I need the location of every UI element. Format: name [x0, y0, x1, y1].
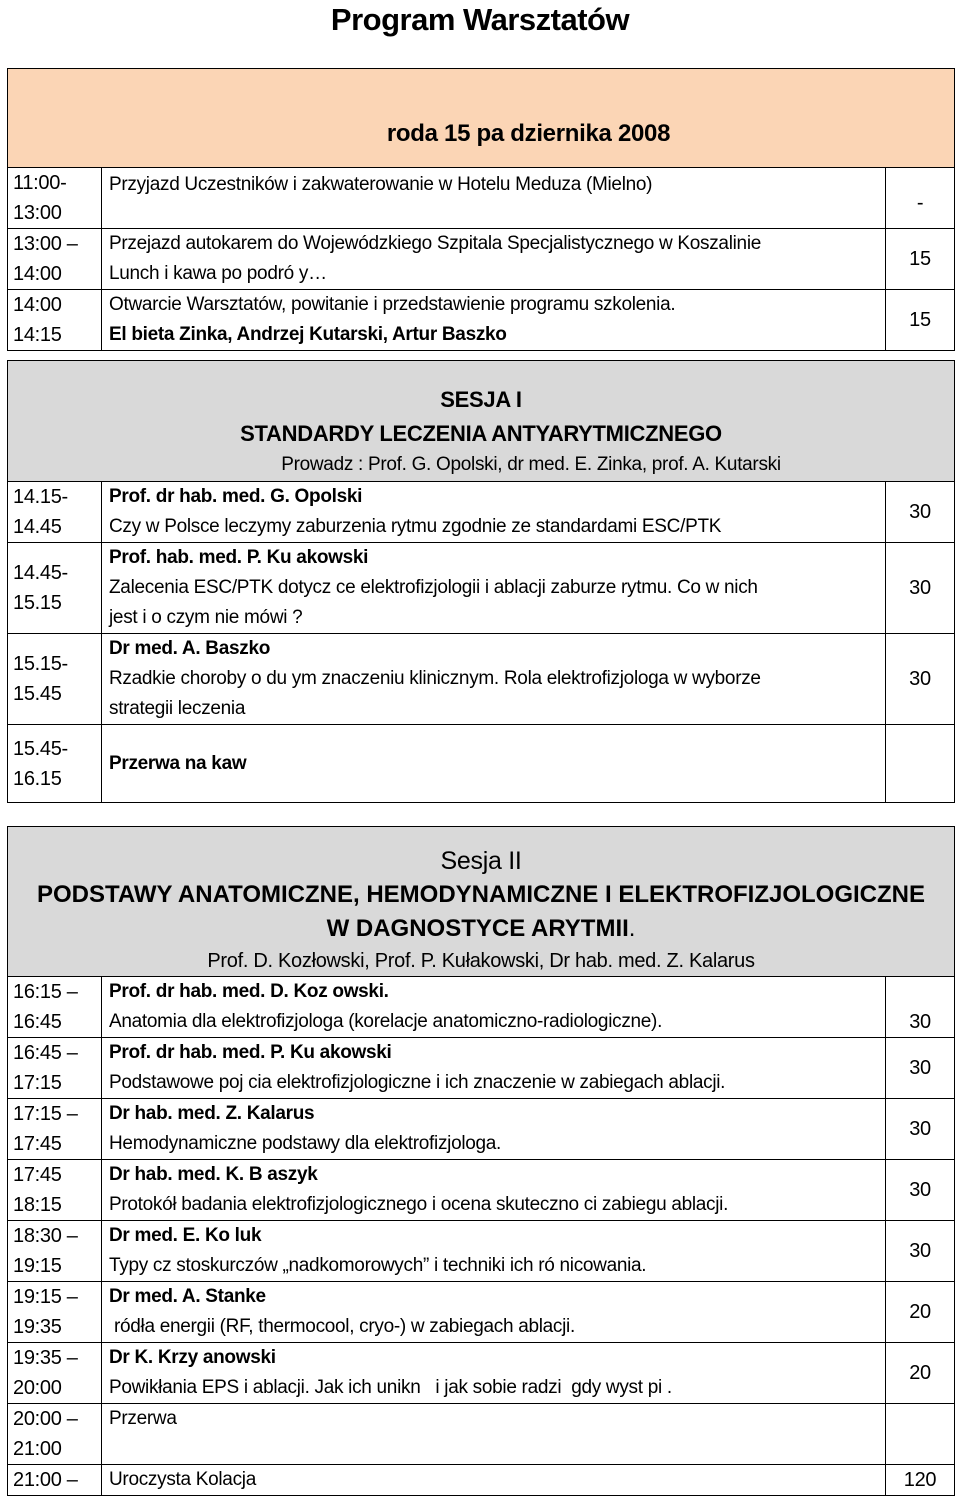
time-start: 20:00 – — [13, 1408, 78, 1430]
schedule-row — [8, 229, 955, 290]
description-cell — [102, 543, 886, 634]
time-cell — [8, 1465, 102, 1496]
description-cell — [102, 977, 886, 1038]
time-cell — [8, 1282, 102, 1343]
time-start: 13:00 – — [13, 233, 78, 255]
speaker-name: Dr med. A. Baszko — [109, 638, 271, 659]
time-end: 15.45 — [13, 683, 62, 705]
schedule-row — [8, 1404, 955, 1465]
talk-title: Protokół badania elektrofizjologicznego i ocena skuteczno ci zabiegu ablacji. — [109, 1194, 729, 1215]
time-cell — [8, 1038, 102, 1099]
day-header — [8, 69, 955, 168]
talk-title: Powikłania EPS i ablacji. Jak ich unikn i jak sobie radzi gdy wyst pi . — [109, 1377, 672, 1398]
time-start: 15.45- — [13, 737, 68, 760]
description-cell — [102, 168, 886, 229]
schedule-row — [8, 290, 955, 351]
session-1-header — [8, 361, 955, 482]
speaker-name: Dr K. Krzy anowski — [109, 1347, 276, 1368]
talk-title: Czy w Polsce leczymy zaburzenia rytmu zgodnie ze standardami ESC/PTK — [109, 516, 722, 537]
description-line: Lunch i kawa po podró y… — [109, 263, 327, 284]
description-cell — [102, 634, 886, 725]
talk-title: Anatomia dla elektrofizjologa (korelacje anatomiczno-radiologiczne). — [109, 1011, 663, 1032]
time-end: 17:15 — [13, 1072, 62, 1094]
schedule-table-session-2 — [7, 826, 955, 1496]
time-cell — [8, 1160, 102, 1221]
time-start: 14.15- — [13, 486, 68, 508]
description-cell — [102, 1099, 886, 1160]
talk-title: strategii leczenia — [109, 698, 246, 719]
time-cell — [8, 725, 102, 803]
time-end: 17:45 — [13, 1133, 62, 1155]
time-cell — [8, 1404, 102, 1465]
duration-cell: 15 — [886, 290, 955, 351]
time-end: 19:35 — [13, 1316, 62, 1338]
schedule-table-session-1 — [7, 360, 955, 803]
time-cell — [8, 290, 102, 351]
speaker-name: Dr med. A. Stanke — [109, 1286, 266, 1307]
duration-cell — [886, 1404, 955, 1465]
event-label: Uroczysta Kolacja — [109, 1469, 256, 1490]
time-start: 14:00 — [13, 294, 62, 316]
description-cell — [102, 1404, 886, 1465]
session-1-heading: SESJA I — [440, 387, 522, 412]
duration-cell: 30 — [886, 482, 955, 543]
duration-cell: 120 — [886, 1465, 955, 1496]
description-cell — [102, 1343, 886, 1404]
session-2-header — [8, 827, 955, 977]
time-end: 19:15 — [13, 1255, 62, 1277]
speaker-name: Prof. dr hab. med. G. Opolski — [109, 486, 363, 507]
schedule-row — [8, 1343, 955, 1404]
time-end: 18:15 — [13, 1194, 62, 1216]
time-end: 20:00 — [13, 1377, 62, 1399]
description-cell — [102, 1221, 886, 1282]
talk-title: ródła energii (RF, thermocool, cryo-) w zabiegach ablacji. — [109, 1316, 575, 1337]
time-start: 18:30 – — [13, 1225, 78, 1247]
speaker-name: Dr med. E. Ko luk — [109, 1225, 262, 1246]
schedule-row — [8, 1099, 955, 1160]
speaker-name: Prof. dr hab. med. P. Ku akowski — [109, 1042, 392, 1063]
description-cell — [102, 290, 886, 351]
description-cell — [102, 1465, 886, 1496]
time-end: 14:00 — [13, 263, 62, 285]
session-1-chairs: Prowadz : Prof. G. Opolski, dr med. E. Zinka, prof. A. Kutarski — [281, 454, 781, 475]
talk-title: Rzadkie choroby o du ym znaczeniu klinicznym. Rola elektrofizjologa w wyborze — [109, 668, 761, 689]
time-cell — [8, 543, 102, 634]
schedule-row — [8, 725, 955, 803]
description-cell — [102, 482, 886, 543]
time-end: 14:15 — [13, 324, 62, 346]
talk-title: Podstawowe poj cia elektrofizjologiczne i ich znaczenie w zabiegach ablacji. — [109, 1072, 726, 1093]
description-line: Przejazd autokarem do Wojewódzkiego Szpitala Specjalistycznego w Koszalinie — [109, 233, 762, 254]
time-cell — [8, 482, 102, 543]
session-2-topic-line-2 — [8, 912, 954, 946]
session-2-topic-text: W DAGNOSTYCE ARYTMII — [326, 915, 629, 942]
talk-title: Typy cz stoskurczów „nadkomorowych” i techniki ich ró nicowania. — [109, 1255, 647, 1276]
time-start: 14.45- — [13, 562, 68, 584]
duration-cell: 20 — [886, 1282, 955, 1343]
time-start: 19:15 – — [13, 1286, 78, 1308]
time-end: 16.15 — [13, 767, 62, 790]
time-end: 15.15 — [13, 592, 62, 614]
schedule-row — [8, 1038, 955, 1099]
time-cell — [8, 1221, 102, 1282]
description-cell — [102, 1282, 886, 1343]
description-cell — [102, 229, 886, 290]
description-cell — [102, 1038, 886, 1099]
schedule-row — [8, 482, 955, 543]
time-end: 14.45 — [13, 516, 62, 538]
talk-title: Hemodynamiczne podstawy dla elektrofizjologa. — [109, 1133, 502, 1154]
duration-cell: 15 — [886, 229, 955, 290]
schedule-row — [8, 634, 955, 725]
talk-title: Zalecenia ESC/PTK dotycz ce elektrofizjologii i ablacji zaburze rytmu. Co w nich — [109, 577, 758, 598]
duration-cell: 30 — [886, 1038, 955, 1099]
description-cell — [102, 1160, 886, 1221]
talk-title: jest i o czym nie mówi ? — [109, 607, 303, 628]
time-cell — [8, 634, 102, 725]
break-label: Przerwa na kaw — [109, 752, 247, 774]
session-2-chairs: Prof. D. Kozłowski, Prof. P. Kułakowski, Dr hab. med. Z. Kalarus — [207, 950, 755, 972]
session-2-topic-period: . — [628, 915, 636, 942]
description-cell — [102, 725, 886, 803]
time-start: 21:00 – — [13, 1469, 78, 1491]
schedule-row — [8, 977, 955, 1038]
schedule-row — [8, 1160, 955, 1221]
time-start: 11:00- — [13, 172, 67, 194]
time-start: 16:15 – — [13, 981, 78, 1003]
duration-cell — [886, 725, 955, 803]
page-title: Program Warsztatów — [330, 2, 630, 37]
time-start: 16:45 – — [13, 1042, 78, 1064]
schedule-row — [8, 168, 955, 229]
schedule-table-opening — [7, 68, 955, 351]
time-cell — [8, 977, 102, 1038]
speaker-name: Prof. hab. med. P. Ku akowski — [109, 547, 369, 568]
time-end: 13:00 — [13, 202, 62, 224]
description-line: Otwarcie Warsztatów, powitanie i przedstawienie programu szkolenia. — [109, 294, 676, 315]
time-start: 19:35 – — [13, 1347, 78, 1369]
schedule-row — [8, 1221, 955, 1282]
time-end: 21:00 — [13, 1438, 62, 1460]
time-cell — [8, 229, 102, 290]
time-end: 16:45 — [13, 1011, 62, 1033]
time-cell — [8, 1099, 102, 1160]
time-cell — [8, 1343, 102, 1404]
duration-cell: 30 — [886, 977, 955, 1038]
speaker-name: Dr hab. med. K. B aszyk — [109, 1164, 318, 1185]
duration-cell: 30 — [886, 1099, 955, 1160]
day-header-label: roda 15 pa dziernika 2008 — [386, 120, 671, 147]
time-start: 17:15 – — [13, 1103, 78, 1125]
session-2-heading: Sesja II — [440, 847, 522, 875]
duration-cell: 30 — [886, 1221, 955, 1282]
speaker-name: Dr hab. med. Z. Kalarus — [109, 1103, 315, 1124]
schedule-row — [8, 1465, 955, 1496]
duration-cell: - — [886, 168, 955, 229]
speaker-name: Prof. dr hab. med. D. Koz owski. — [109, 981, 389, 1002]
duration-cell: 30 — [886, 543, 955, 634]
session-2-topic-line-1: PODSTAWY ANATOMICZNE, HEMODYNAMICZNE I ELEKTROFIZJOLOGICZNE — [37, 881, 926, 908]
schedule-row — [8, 1282, 955, 1343]
time-start: 17:45 — [13, 1164, 62, 1186]
session-1-topic: STANDARDY LECZENIA ANTYARYTMICZNEGO — [240, 421, 722, 446]
time-cell — [8, 168, 102, 229]
description-line: Przyjazd Uczestników i zakwaterowanie w Hotelu Meduza (Mielno) — [109, 174, 653, 195]
break-label: Przerwa — [109, 1408, 177, 1429]
duration-cell: 20 — [886, 1343, 955, 1404]
speaker-names: El bieta Zinka, Andrzej Kutarski, Artur Baszko — [109, 324, 507, 345]
time-start: 15.15- — [13, 653, 68, 675]
duration-cell: 30 — [886, 1160, 955, 1221]
schedule-row — [8, 543, 955, 634]
duration-cell: 30 — [886, 634, 955, 725]
